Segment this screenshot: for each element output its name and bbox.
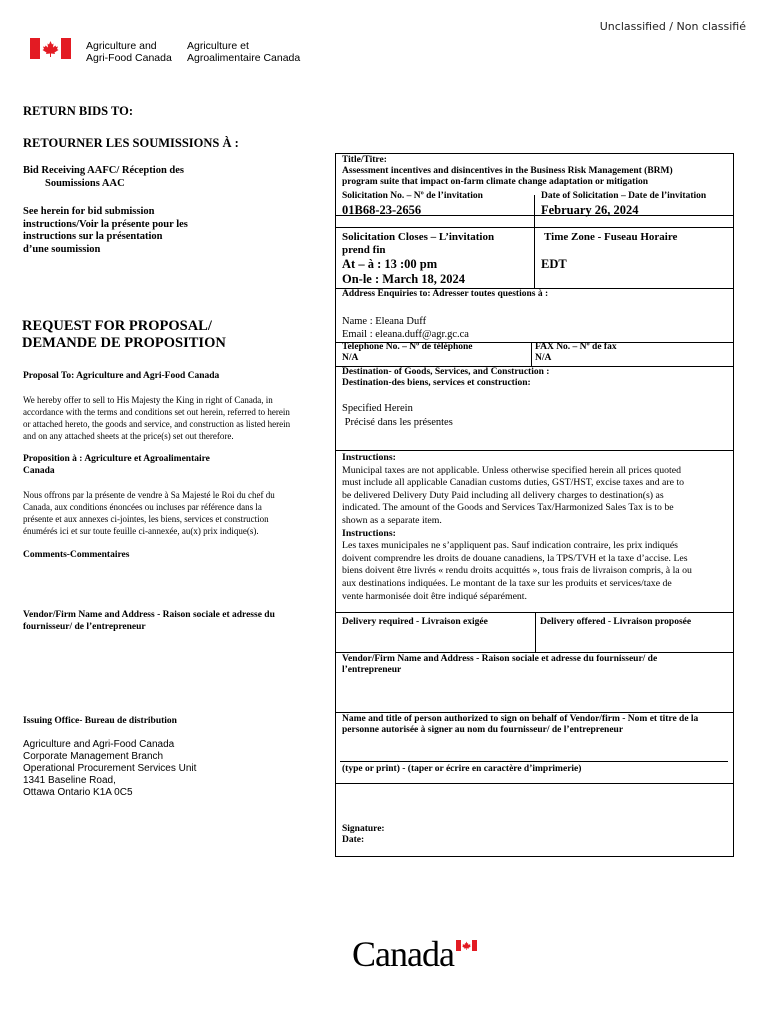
proposal-to-label: Proposal To: Agriculture and Agri-Food Canada — [23, 371, 220, 381]
proposition-line1: Proposition à : Agriculture et Agroalimentaire — [23, 454, 210, 464]
offer-en-line: accordance with the terms and conditions set out herein, referred to herein — [23, 407, 290, 417]
instructions-fr-line: vente harmonisée doit être indiqué séparément. — [342, 590, 527, 602]
instructions-en-line: be delivered Delivery Duty Paid including all delivery charges to destination(s) as — [342, 489, 664, 501]
fax-field — [535, 342, 617, 364]
department-name-fr — [187, 40, 300, 64]
instructions-en-line: Municipal taxes are not applicable. Unless otherwise specified herein all prices quoted — [342, 464, 681, 476]
solicitation-no-label: Solicitation No. – Nº de l’invitation — [342, 191, 483, 201]
delivery-required-label: Delivery required - Livraison exigée — [342, 617, 488, 627]
contact-name: Name : Eleana Duff — [342, 316, 427, 327]
instructions-en-line: indicated. The amount of the Goods and Services Tax/Harmonized Sales Tax is to be — [342, 502, 674, 514]
date-label: Date: — [342, 835, 365, 845]
see-herein-line: See herein for bid submission — [23, 206, 155, 217]
authorized-person-label — [342, 714, 698, 736]
offer-fr-line: énumérés ici et sur toute feuille ci-annexée, au(x) prix indique(s). — [23, 526, 259, 536]
bid-receiving-line1: Bid Receiving AAFC/ Réception des — [23, 165, 184, 176]
issuing-office-label: Issuing Office- Bureau de distribution — [23, 716, 177, 726]
vendor-right-line2: l’entrepreneur — [342, 665, 402, 675]
closes-date: On-le : March 18, 2024 — [342, 271, 466, 286]
rfp-title-line1: REQUEST FOR PROPOSAL/ — [22, 318, 212, 334]
telephone-field — [342, 342, 473, 364]
offer-fr-line: Nous offrons par la présente de vendre à Sa Majesté le Roi du chef du — [23, 490, 275, 500]
vendor-right-line1: Vendor/Firm Name and Address - Raison sociale et adresse du fournisseur/ de — [342, 654, 658, 664]
see-herein-line: d’une soumission — [23, 243, 101, 255]
instructions-fr-line: aux destinations indiquées. Le montant de la taxe sur les produits et services/taxe de — [342, 577, 672, 589]
instructions-fr-line: biens doivent être livrés « rendu droits acquittés », tous frais de livraison compris, à la ou — [342, 565, 692, 577]
issuing-office-address — [23, 739, 196, 799]
specified-herein: Specified Herein — [342, 403, 413, 414]
contact-info — [342, 315, 469, 341]
authorized-line2: personne autorisée à signer au nom du fournisseur/ de l’entrepreneur — [342, 725, 624, 735]
rfp-title — [22, 318, 226, 352]
classification-label: Unclassified / Non classifié — [599, 20, 746, 33]
title-value-line1: Assessment incentives and disincentives in the Business Risk Management (BRM) — [342, 166, 673, 176]
closes-datetime — [342, 257, 465, 286]
telephone-label: Telephone No. – Nº de téléphone — [342, 342, 473, 352]
wordmark-flag-icon — [456, 940, 477, 951]
delivery-offered-label: Delivery offered - Livraison proposée — [540, 617, 692, 627]
offer-en-line: or attached hereto, the goods and service, and construction as listed herein — [23, 419, 291, 429]
offer-en-line: We hereby offer to sell to His Majesty the King in right of Canada, in — [23, 395, 273, 405]
department-name-en-line2: Agri-Food Canada — [86, 52, 172, 64]
title-value-line2: program suite that impact on-farm climate change adaptation or mitigation — [342, 177, 648, 187]
vendor-left-line2: fournisseur/ de l’entrepreneur — [23, 622, 146, 632]
destination-line1: Destination- of Goods, Services, and Construction : — [342, 367, 550, 377]
enquiries-label: Address Enquiries to: Adresser toutes questions à : — [342, 289, 549, 299]
proposition-label — [23, 453, 210, 477]
address-line: 1341 Baseline Road, — [23, 775, 116, 786]
offer-fr-line: Canada, aux conditions énoncées ou incluses par référence dans la — [23, 502, 262, 512]
offer-en-text — [23, 394, 290, 442]
telephone-value: N/A — [342, 353, 359, 363]
timezone-value: EDT — [541, 257, 567, 271]
instructions-fr-line: doivent comprendre les droits de douane canadiens, la TPS/TVH et la taxe d’accise. Les — [342, 552, 688, 564]
closes-label-line2: prend fin — [342, 243, 386, 256]
bid-receiving-label — [23, 165, 184, 190]
solicitation-closes — [342, 231, 494, 256]
solicitation-date-label: Date of Solicitation – Date de l’invitation — [541, 191, 707, 201]
address-line: Ottawa Ontario K1A 0C5 — [23, 787, 133, 798]
canada-wordmark: Canada — [352, 934, 454, 974]
vendor-label-left — [23, 609, 275, 633]
precise-dans: Précisé dans les présentes — [342, 417, 453, 428]
title-label: Title/Titre: — [342, 155, 387, 165]
vendor-left-line1: Vendor/Firm Name and Address - Raison sociale et adresse du — [23, 610, 275, 620]
contact-email: Email : eleana.duff@agr.gc.ca — [342, 329, 469, 340]
canada-flag-icon — [30, 38, 71, 59]
department-name-fr-line1: Agriculture et — [187, 40, 249, 52]
solicitation-number: 01B68-23-2656 — [342, 203, 422, 217]
address-line: Operational Procurement Services Unit — [23, 763, 197, 774]
see-herein-line: instructions/Voir la présente pour les — [23, 218, 188, 230]
title-field — [342, 155, 673, 188]
offer-fr-line: présente et aux annexes ci-jointes, les biens, services et construction — [23, 514, 269, 524]
signature-date-block — [342, 824, 385, 846]
closes-label-line1: Solicitation Closes – L’invitation — [342, 231, 495, 243]
proposition-line2: Canada — [23, 466, 55, 476]
offer-en-line: and on any attached sheets at the price(s) set out therefore. — [23, 431, 234, 441]
return-bids-heading: RETURN BIDS TO: — [23, 104, 133, 118]
see-herein-line: instructions sur la présentation — [23, 231, 163, 242]
fax-value: N/A — [535, 353, 552, 363]
address-line: Corporate Management Branch — [23, 751, 164, 762]
bid-receiving-line2: Soumissions AAC — [45, 177, 125, 189]
destination-value — [342, 402, 453, 430]
department-name-fr-line2: Agroalimentaire Canada — [187, 52, 301, 64]
fax-label: FAX No. – Nº de fax — [535, 342, 617, 352]
closes-time: At – à : 13 :00 pm — [342, 257, 438, 271]
comments-label: Comments-Commentaires — [23, 550, 130, 560]
instructions-en-line: shown as a separate item. — [342, 514, 442, 526]
authorized-line1: Name and title of person authorized to sign on behalf of Vendor/firm - Nom et titre de la — [342, 714, 699, 724]
instructions-label: Instructions: — [342, 452, 396, 463]
destination-line2: Destination-des biens, services et construction: — [342, 378, 531, 388]
department-name-en-line1: Agriculture and — [86, 40, 157, 52]
instructions-fr-line: Les taxes municipales ne s’appliquent pas. Sauf indication contraire, les prix indiqués — [342, 540, 678, 552]
instructions-block — [342, 452, 730, 603]
address-line: Agriculture and Agri-Food Canada — [23, 739, 175, 750]
rfp-title-line2: DEMANDE DE PROPOSITION — [22, 335, 226, 351]
vendor-label-right — [342, 654, 657, 676]
instructions-en-line: must include all applicable Canadian customs duties, GST/HST, excise taxes and are to — [342, 477, 685, 489]
retourner-heading: RETOURNER LES SOUMISSIONS À : — [23, 136, 239, 150]
timezone-label: Time Zone - Fuseau Horaire — [544, 231, 678, 243]
signature-label: Signature: — [342, 824, 385, 834]
solicitation-date: February 26, 2024 — [541, 203, 639, 217]
offer-fr-text — [23, 489, 275, 537]
destination-label — [342, 367, 549, 389]
department-name-en — [86, 40, 172, 64]
instructions-label-fr: Instructions: — [342, 527, 396, 539]
type-or-print-label: (type or print) - (taper or écrire en caractère d’imprimerie) — [342, 764, 582, 774]
see-herein-text — [23, 206, 188, 256]
